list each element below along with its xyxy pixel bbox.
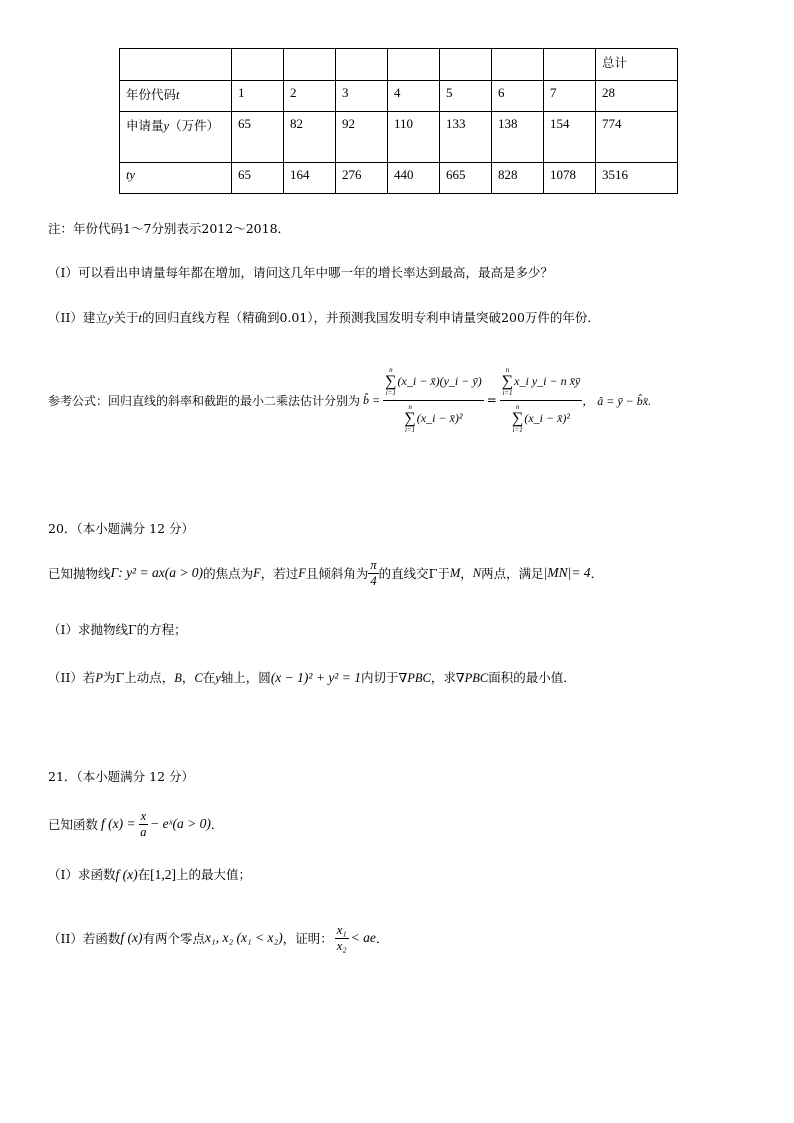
- table-cell: [284, 49, 336, 81]
- q20-part2-text: ，求: [430, 670, 456, 685]
- q21-part2-text: ，证明：: [282, 931, 333, 946]
- table-row-year-code: [120, 81, 678, 112]
- numerator: [383, 367, 484, 401]
- sum-sign: n ∑ i=1: [501, 365, 514, 397]
- numerator-expr: (x_i − x̄)(y_i − ȳ): [397, 373, 482, 388]
- numerator: [500, 367, 582, 401]
- q20-part2-text: 内切于: [360, 670, 399, 685]
- table-cell: 774: [596, 112, 678, 163]
- equals-sign: =: [486, 393, 497, 407]
- q21-part1: [48, 865, 251, 883]
- q19-part1: （I）可以看出申请量每年都在增加，请问这几年中哪一年的增长率达到最高，最高是多少？: [48, 265, 553, 280]
- exp-term: − eˣ(a > 0): [150, 816, 211, 831]
- x1-over-x2-fraction: [335, 923, 349, 954]
- var-t: t: [138, 311, 142, 325]
- q20-part2: [48, 668, 576, 686]
- point-f: F: [253, 565, 261, 580]
- q20-stem-text: 两点，满足: [481, 566, 544, 581]
- interval: [1,2]: [150, 867, 176, 882]
- function-f: f (x) =: [101, 816, 136, 831]
- label-var: ty: [126, 168, 136, 182]
- denominator: [500, 401, 582, 434]
- label-text: 申请量: [126, 118, 164, 133]
- table-cell: 92: [336, 112, 388, 163]
- q20-heading: 20．（本小题满分 12 分）: [48, 521, 195, 536]
- table-cell: 440: [388, 163, 440, 194]
- table-cell: 138: [492, 112, 544, 163]
- q21-part2-text: 有两个零点: [142, 931, 206, 946]
- table-cell: 4: [388, 81, 440, 112]
- table-cell: 3516: [596, 163, 678, 194]
- table-cell: 828: [492, 163, 544, 194]
- angle-fraction: [368, 558, 378, 589]
- q20-stem: [48, 554, 603, 592]
- q20-stem-text: 的直线交Γ于: [378, 566, 450, 581]
- table-cell: 110: [388, 112, 440, 163]
- q21-part2: [48, 918, 388, 958]
- table-cell: [440, 49, 492, 81]
- point-f: F: [298, 565, 306, 580]
- q19-part2-text: （II）建立: [48, 310, 108, 325]
- q20-part2-text: 面积的最小值．: [488, 670, 576, 685]
- table-cell: 133: [440, 112, 492, 163]
- table-cell: 164: [284, 163, 336, 194]
- q21-stem-text: ．: [210, 817, 224, 832]
- q21-part1-text: 上的最大值；: [175, 867, 251, 882]
- parabola-equation: Γ: y² = ax(a > 0): [110, 565, 204, 580]
- table-header-row: [120, 49, 678, 81]
- formula-prefix: 参考公式：回归直线的斜率和截距的最小二乘法估计分别为: [48, 393, 361, 408]
- table-cell: 5: [440, 81, 492, 112]
- table-cell: [120, 49, 232, 81]
- intercept-formula: ， â = ȳ − b̂x̄.: [582, 393, 652, 408]
- q20-part2-text: （II）若: [48, 670, 96, 685]
- label-text: 年份代码: [126, 87, 177, 102]
- slope-fraction-1: [383, 367, 484, 434]
- table-cell: 1: [232, 81, 284, 112]
- q19-part2-text: 关于: [113, 310, 139, 325]
- q21-heading: 21．（本小题满分 12 分）: [48, 769, 195, 784]
- b-hat-symbol: b̂ =: [363, 392, 381, 407]
- q21-part1-text: 在: [137, 867, 151, 882]
- q21-stem: [48, 805, 223, 843]
- table-row-ty: [120, 163, 678, 194]
- q20-part2-text: ，: [181, 670, 195, 685]
- point-n: N: [472, 565, 482, 580]
- x-over-a-fraction: [139, 809, 149, 840]
- inequality-rhs: < ae: [350, 930, 376, 945]
- q20-stem-text: ．: [590, 566, 604, 581]
- table-cell: 3: [336, 81, 388, 112]
- q20-stem-text: ，若过: [260, 566, 299, 581]
- table-cell: 7: [544, 81, 596, 112]
- table-cell: [336, 49, 388, 81]
- q21-stem-text: 已知函数: [48, 817, 99, 832]
- table-cell: 28: [596, 81, 678, 112]
- function-f: f (x): [120, 930, 143, 945]
- table-cell: 65: [232, 112, 284, 163]
- numerator-expr: x_i y_i − n x̄ȳ: [514, 373, 581, 388]
- triangle-pbc: ∇PBC: [398, 671, 431, 685]
- zeros-expression: x₁, x₂ (x₁ < x₂): [205, 930, 283, 945]
- sum-sign: n ∑ i=1: [511, 402, 524, 434]
- var-y: y: [107, 311, 114, 325]
- sum-sign: n ∑ i=1: [385, 365, 397, 397]
- point-m: M: [449, 565, 461, 580]
- label-unit: （万件）: [169, 118, 220, 133]
- q21-part2-text: ．: [375, 931, 389, 946]
- circle-equation: (x − 1)² + y² = 1: [270, 670, 361, 685]
- table-cell: 276: [336, 163, 388, 194]
- q21-part2-text: （II）若函数: [48, 931, 121, 946]
- reference-formula: [48, 355, 651, 445]
- point-p: P: [95, 671, 104, 685]
- row-label: [120, 112, 232, 163]
- point-c: C: [194, 671, 203, 685]
- q20-stem-text: 已知抛物线: [48, 566, 111, 581]
- table-cell: [492, 49, 544, 81]
- table-cell: [544, 49, 596, 81]
- denominator-expr: (x_i − x̄)²: [524, 410, 571, 425]
- q21-part1-text: （I）求函数: [48, 867, 116, 882]
- data-table: [119, 48, 678, 194]
- q20-stem-text: 的焦点为: [203, 566, 254, 581]
- denominator: [383, 401, 484, 434]
- q20-part2-text: 为Γ上动点，: [103, 670, 175, 685]
- function-f: f (x): [115, 867, 138, 882]
- q20-stem-text: ，: [460, 566, 473, 581]
- angle-denominator: 4: [370, 573, 377, 588]
- triangle-pbc: ∇PBC: [455, 671, 489, 685]
- fraction-numerator: x₁: [336, 922, 347, 937]
- row-label: [120, 163, 232, 194]
- q20-part2-text: 轴上，圆: [220, 670, 271, 685]
- table-cell: 82: [284, 112, 336, 163]
- table-row-applications: [120, 112, 678, 163]
- table-cell: 1078: [544, 163, 596, 194]
- angle-numerator: π: [370, 557, 377, 572]
- slope-fraction-2: [500, 367, 582, 434]
- table-cell: 6: [492, 81, 544, 112]
- table-cell: 2: [284, 81, 336, 112]
- fraction-numerator: x: [140, 808, 147, 823]
- fraction-denominator: a: [140, 824, 147, 839]
- table-cell: [388, 49, 440, 81]
- denominator-expr: (x_i − x̄)²: [416, 410, 463, 425]
- sum-sign: n ∑ i=1: [404, 402, 416, 434]
- q20-part2-text: 在: [202, 670, 216, 685]
- row-label: [120, 81, 232, 112]
- table-cell: 65: [232, 163, 284, 194]
- table-cell-total-header: 总计: [596, 49, 678, 81]
- mn-length: |MN|= 4: [543, 565, 591, 580]
- q19-part2-text: 的回归直线方程（精确到0.01），并预测我国发明专利申请量突破200万件的年份．: [141, 310, 600, 325]
- var-y: y: [215, 671, 221, 685]
- label-var: t: [176, 88, 180, 102]
- q20-stem-text: 且倾斜角为: [305, 566, 369, 581]
- q19-part2: [48, 308, 600, 326]
- table-cell: 665: [440, 163, 492, 194]
- point-b: B: [174, 671, 182, 685]
- q20-part1: （I）求抛物线Γ的方程；: [48, 622, 187, 637]
- table-cell: [232, 49, 284, 81]
- fraction-denominator: x₂: [336, 938, 347, 953]
- table-note: 注：年份代码1～7分别表示2012～2018．: [48, 221, 291, 236]
- table-cell: 154: [544, 112, 596, 163]
- label-var: y: [163, 119, 170, 133]
